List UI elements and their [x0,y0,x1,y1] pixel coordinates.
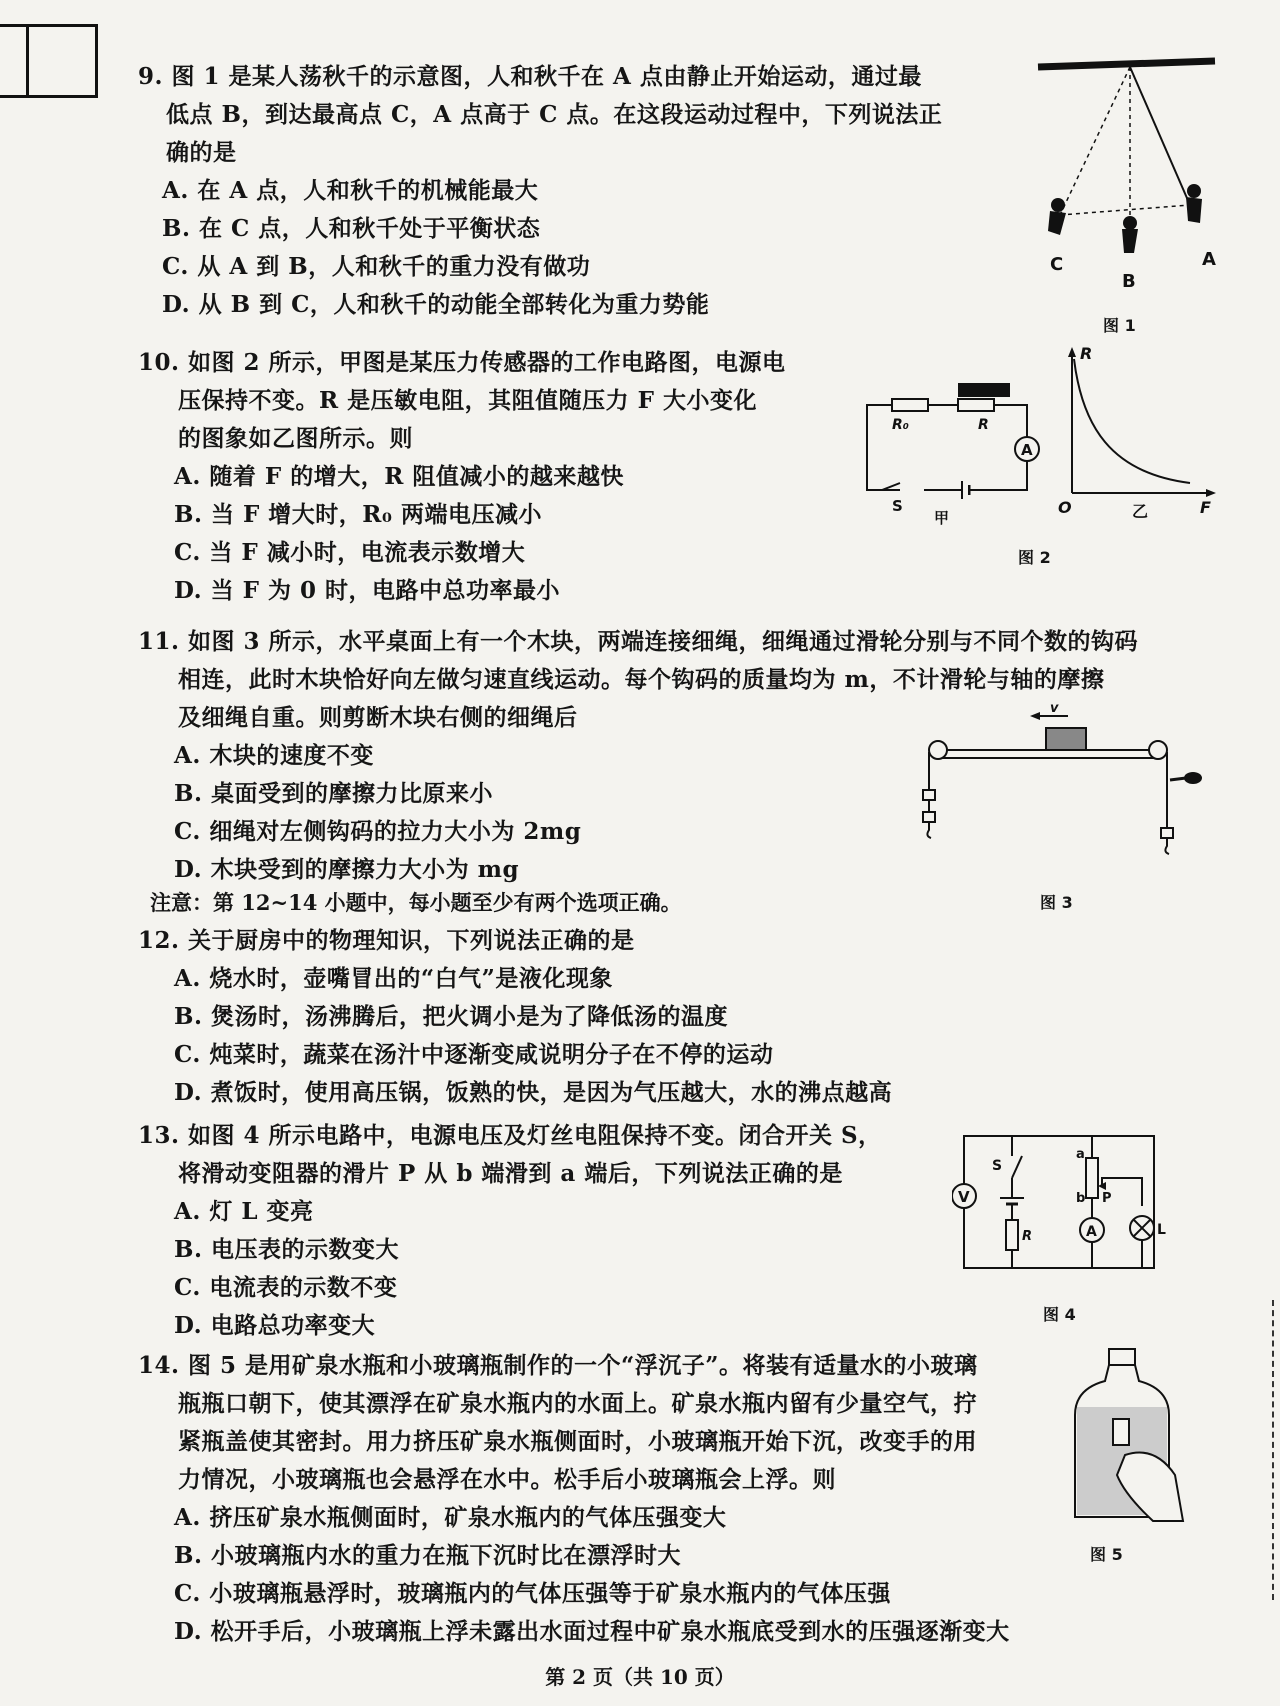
swing-person-a-icon [1186,184,1202,223]
figure-2-pressure-sensor-circuit [862,345,1052,530]
option-c: C. 炖菜时，蔬菜在汤汁中逐渐变咸说明分子在不停的运动 [174,1041,774,1068]
hook-weight-icon [923,790,935,800]
question-text: 14. 图 5 是用矿泉水瓶和小玻璃瓶制作的一个“浮沉子”。将装有适量水的小玻璃 [138,1352,978,1379]
ammeter-label: A [1086,1224,1097,1240]
question-text: 瓶瓶口朝下，使其漂浮在矿泉水瓶内的水面上。矿泉水瓶内留有少量空气，拧 [178,1390,977,1417]
left-pulley-icon [929,741,947,759]
question-text: 11. 如图 3 所示，水平桌面上有一个木块，两端连接细绳，细绳通过滑轮分别与不同个数的钩码 [138,628,1139,655]
figure-2-resistance-force-graph [1050,345,1220,525]
label-yi: 乙 [1132,502,1149,521]
hook-weight-icon [923,812,935,822]
question-text: 及细绳自重。则剪断木块右侧的细绳后 [178,704,578,731]
question-text: 10. 如图 2 所示，甲图是某压力传感器的工作电路图，电源电 [138,349,786,376]
velocity-label: v [1050,701,1059,716]
question-text: 9. 图 1 是某人荡秋千的示意图，人和秋千在 A 点由静止开始运动，通过最 [138,63,922,90]
axis-label-r: R [1080,345,1093,363]
question-text: 将滑动变阻器的滑片 P 从 b 端滑到 a 端后，下列说法正确的是 [178,1160,843,1187]
option-b: B. 在 C 点，人和秋千处于平衡状态 [162,215,541,242]
figure-4-caption: 图 4 [1043,1305,1076,1324]
question-13 [138,1117,882,1345]
figure-2-caption: 图 2 [1018,548,1051,567]
question-text: 力情况，小玻璃瓶也会悬浮在水中。松手后小玻璃瓶会上浮。则 [178,1466,836,1493]
figure-3-block-pulley-diagram [918,700,1208,875]
swing-person-c-icon [1048,198,1066,235]
question-text: 低点 B，到达最高点 C，A 点高于 C 点。在这段运动过程中，下列说法正 [166,101,943,128]
resistor-r [1006,1220,1018,1250]
edge-mark [1266,1300,1274,1600]
label-r: R [1022,1229,1033,1244]
resistor-r [958,399,994,411]
label-r: R [978,417,989,433]
question-text: 紧瓶盖使其密封。用力挤压矿泉水瓶侧面时，小玻璃瓶开始下沉，改变手的用 [178,1428,977,1455]
option-d: D. 木块受到的摩擦力大小为 mg [174,856,520,883]
question-text: 的图象如乙图所示。则 [178,425,413,452]
pressure-block [958,383,1010,397]
label-b-end: b [1076,1191,1086,1206]
option-b: B. 小玻璃瓶内水的重力在瓶下沉时比在漂浮时大 [174,1542,681,1569]
question-text: 13. 如图 4 所示电路中，电源电压及灯丝电阻保持不变。闭合开关 S， [138,1122,882,1149]
option-a: A. 木块的速度不变 [174,742,374,769]
figure-4-circuit [952,1128,1172,1278]
question-text: 压保持不变。R 是压敏电阻，其阻值随压力 F 大小变化 [178,387,757,414]
option-b: B. 当 F 增大时，R₀ 两端电压减小 [174,501,542,528]
corner-box [0,24,98,98]
label-s: S [992,1158,1003,1174]
question-14 [138,1347,1010,1651]
option-a: A. 灯 L 变亮 [174,1198,314,1225]
option-a: A. 在 A 点，人和秋千的机械能最大 [162,177,539,204]
question-text: 确的是 [166,139,237,166]
scissors-icon [1170,772,1202,784]
label-c: C [1050,254,1064,275]
label-a: A [1202,249,1216,270]
figure-1-swing-diagram [1030,55,1230,305]
axis-label-f: F [1200,498,1211,517]
question-9 [138,58,942,324]
option-c: C. 细绳对左侧钩码的拉力大小为 2mg [174,818,582,845]
page-footer: 第 2 页（共 10 页） [545,1665,735,1689]
option-a: A. 随着 F 的增大，R 阻值减小的越来越快 [174,463,624,490]
option-d: D. 从 B 到 C，人和秋千的动能全部转化为重力势能 [162,291,710,318]
rheostat [1086,1158,1098,1198]
option-d: D. 松开手后，小玻璃瓶上浮未露出水面过程中矿泉水瓶底受到水的压强逐渐变大 [174,1618,1010,1645]
option-a: A. 挤压矿泉水瓶侧面时，矿泉水瓶内的气体压强变大 [174,1504,727,1531]
figure-3-caption: 图 3 [1040,893,1073,912]
option-c: C. 小玻璃瓶悬浮时，玻璃瓶内的气体压强等于矿泉水瓶内的气体压强 [174,1580,891,1607]
label-b: B [1122,271,1136,292]
label-r0: R₀ [892,417,909,433]
figure-5-cartesian-diver [1065,1345,1185,1525]
question-text: 相连，此时木块恰好向左做匀速直线运动。每个钩码的质量均为 m，不计滑轮与轴的摩擦 [178,666,1105,693]
right-pulley-icon [1149,741,1167,759]
hook-weight-icon [1161,828,1173,838]
option-d: D. 煮饭时，使用高压锅，饭熟的快，是因为气压越大，水的沸点越高 [174,1079,893,1106]
option-b: B. 电压表的示数变大 [174,1236,399,1263]
resistance-curve [1074,359,1190,483]
option-c: C. 从 A 到 B，人和秋千的重力没有做功 [162,253,591,280]
resistor-r0 [892,399,928,411]
option-c: C. 当 F 减小时，电流表示数增大 [174,539,526,566]
option-b: B. 煲汤时，汤沸腾后，把火调小是为了降低汤的温度 [174,1003,728,1030]
option-d: D. 当 F 为 0 时，电路中总功率最小 [174,577,561,604]
wood-block [1046,728,1086,750]
switch-icon [882,483,900,490]
option-a: A. 烧水时，壶嘴冒出的“白气”是液化现象 [174,965,613,992]
bottle-cap [1109,1349,1135,1365]
figure-5-caption: 图 5 [1090,1545,1123,1564]
voltmeter-label: V [958,1188,970,1206]
option-d: D. 电路总功率变大 [174,1312,376,1339]
figure-1-caption: 图 1 [1103,316,1136,335]
label-l: L [1157,1222,1166,1238]
option-c: C. 电流表的示数不变 [174,1274,398,1301]
label-a-end: a [1076,1147,1085,1162]
label-p: P [1102,1191,1112,1206]
question-12 [138,922,892,1112]
ammeter-label: A [1021,441,1033,459]
label-jia: 甲 [934,509,950,527]
label-s: S [892,497,903,515]
swing-person-b-icon [1122,216,1138,253]
multi-answer-note: 注意：第 12~14 小题中，每小题至少有两个选项正确。 [150,890,682,915]
small-glass-vial [1113,1419,1129,1445]
option-b: B. 桌面受到的摩擦力比原来小 [174,780,493,807]
axis-origin: O [1058,498,1072,517]
question-10 [138,344,786,610]
question-text: 12. 关于厨房中的物理知识，下列说法正确的是 [138,927,635,954]
